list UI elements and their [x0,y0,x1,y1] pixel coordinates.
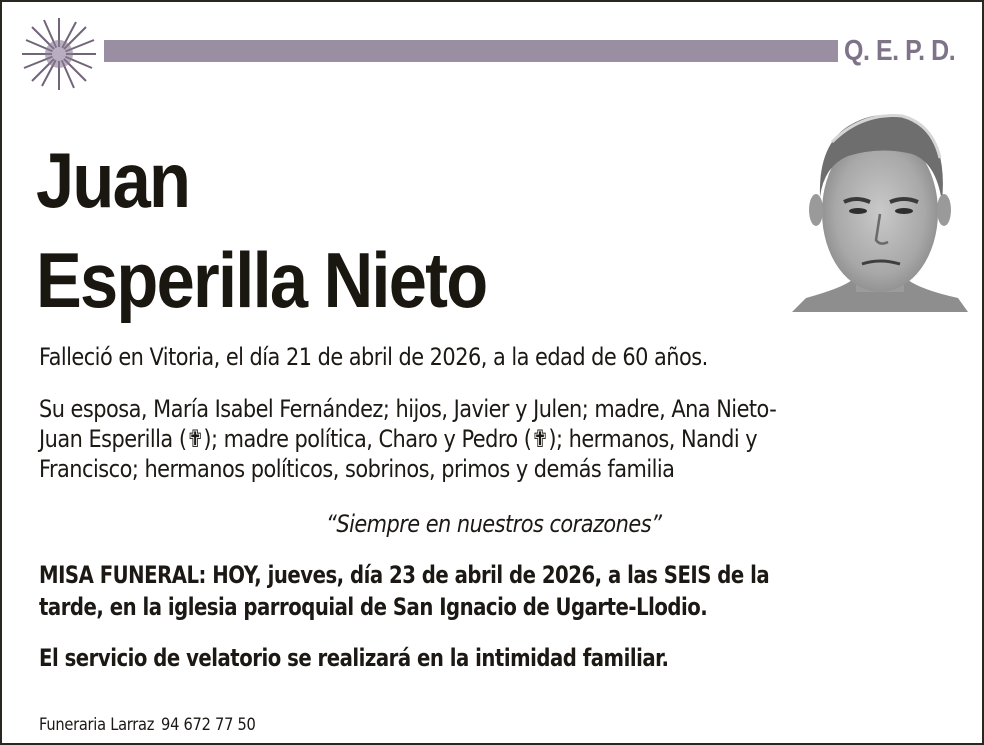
mass-line: MISA FUNERAL: HOY, jueves, día 23 de abril de 2026, a las SEIS de la [39,561,770,589]
first-name: Juan [36,136,190,224]
qepd-label: Q. E. P. D. [844,35,956,67]
deceased-name [36,130,486,330]
header-bar [104,40,838,62]
death-notice: Falleció en Vitoria, el día 21 de abril de 2026, a la edad de 60 años. [39,343,708,371]
portrait-photo [792,102,968,312]
funeral-home-phone[interactable]: 94 672 77 50 [161,715,256,735]
family-line: Francisco; hermanos políticos, sobrinos, primos y demás familia [39,455,675,483]
mass-line: tarde, en la iglesia parroquial de San Ignacio de Ugarte-Llodio. [39,593,708,621]
family-line: Juan Esperilla (✟); madre política, Charo y Pedro (✟); hermanos, Nandi y [39,425,758,453]
wake-notice: El servicio de velatorio se realizará en la intimidad familiar. [39,644,669,672]
funeral-home-name: Funeraria Larraz [39,715,155,735]
funeral-mass-notice [39,559,957,623]
quote-text: “Siempre en nuestros corazones” [326,510,662,538]
flower-ornament-icon [18,14,100,94]
family-list [39,394,961,484]
memorial-quote [2,509,984,539]
family-line: Su esposa, María Isabel Fernández; hijos, Javier y Julen; madre, Ana Nieto- [39,395,777,423]
surnames: Esperilla Nieto [36,236,487,324]
funeral-home-footer [39,714,256,736]
